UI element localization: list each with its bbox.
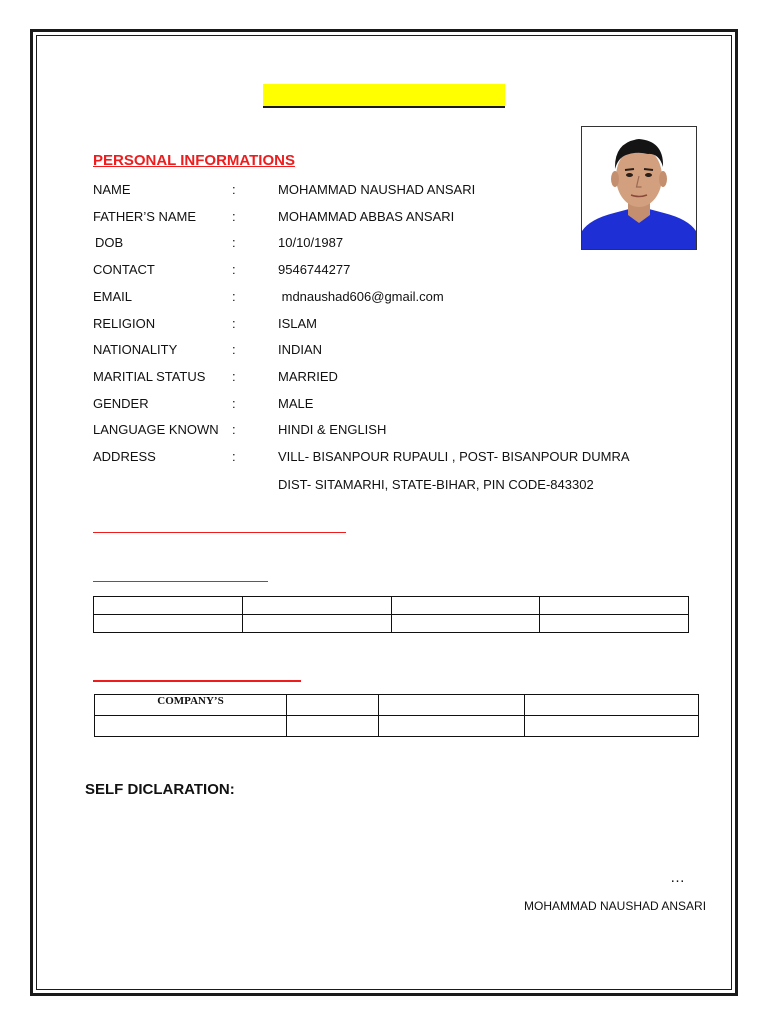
field-value: MALE — [278, 396, 314, 411]
field-value: 9546744277 — [278, 262, 351, 277]
table-cell — [525, 695, 699, 716]
field-value: MARRIED — [278, 369, 338, 384]
field-value: mdnaushad606@gmail.com — [278, 289, 444, 304]
table-cell — [242, 615, 391, 633]
table-cell — [94, 597, 243, 615]
field-value: MOHAMMAD ABBAS ANSARI — [278, 209, 455, 224]
field-separator: : — [232, 316, 236, 331]
field-separator: : — [232, 369, 236, 384]
field-label: NAME — [93, 182, 131, 197]
field-separator: : — [232, 209, 236, 224]
field-value: VILL- BISANPOUR RUPAULI , POST- BISANPOUR DUMRA — [278, 449, 630, 464]
table-cell — [525, 716, 699, 737]
field-separator: : — [232, 449, 236, 464]
personal-info-heading: PERSONAL INFORMATIONS — [93, 152, 295, 169]
qualification-table — [93, 596, 689, 633]
profile-photo — [581, 126, 697, 250]
field-label: CONTACT — [93, 262, 155, 277]
field-value: MOHAMMAD NAUSHAD ANSARI — [278, 182, 476, 197]
table-row — [94, 597, 689, 615]
section-underline-3 — [93, 680, 301, 682]
table-cell — [540, 597, 689, 615]
company-column-header: COMPANY’S — [95, 695, 287, 716]
table-cell — [391, 615, 540, 633]
field-separator: : — [232, 342, 236, 357]
field-label: LANGUAGE KNOWN — [93, 422, 219, 437]
field-label: NATIONALITY — [93, 342, 178, 357]
self-declaration-heading: SELF DICLARATION: — [85, 781, 235, 798]
address-line-2: DIST- SITAMARHI, STATE-BIHAR, PIN CODE-843302 — [278, 477, 594, 492]
field-label: RELIGION — [93, 316, 156, 331]
field-label: FATHER’S NAME — [93, 209, 197, 224]
field-separator: : — [232, 422, 236, 437]
table-cell — [391, 597, 540, 615]
table-cell — [379, 695, 525, 716]
field-value: 10/10/1987 — [278, 235, 344, 250]
field-separator: : — [232, 289, 236, 304]
table-cell — [379, 716, 525, 737]
field-label: GENDER — [93, 396, 149, 411]
field-value: ISLAM — [278, 316, 318, 331]
field-label: ADDRESS — [93, 449, 156, 464]
field-label: DOB — [95, 235, 124, 250]
experience-table — [94, 694, 699, 737]
table-row — [94, 615, 689, 633]
person-photo-icon — [582, 127, 696, 249]
table-cell — [94, 615, 243, 633]
field-separator: : — [232, 182, 236, 197]
table-cell — [287, 695, 379, 716]
section-underline-1 — [93, 532, 346, 533]
field-label: MARITIAL STATUS — [93, 369, 206, 384]
field-value: INDIAN — [278, 342, 323, 357]
field-separator: : — [232, 262, 236, 277]
table-cell — [540, 615, 689, 633]
field-separator: : — [232, 396, 236, 411]
table-cell — [95, 716, 287, 737]
field-label: EMAIL — [93, 289, 133, 304]
title-highlight-bar — [263, 84, 505, 108]
field-value: HINDI & ENGLISH — [278, 422, 387, 437]
ellipsis-mark: … — [670, 869, 685, 886]
table-cell — [242, 597, 391, 615]
signature-name: MOHAMMAD NAUSHAD ANSARI — [524, 899, 707, 913]
table-cell — [287, 716, 379, 737]
table-header-row — [95, 695, 699, 716]
section-underline-2 — [93, 581, 268, 582]
field-separator: : — [232, 235, 236, 250]
table-row — [95, 716, 699, 737]
